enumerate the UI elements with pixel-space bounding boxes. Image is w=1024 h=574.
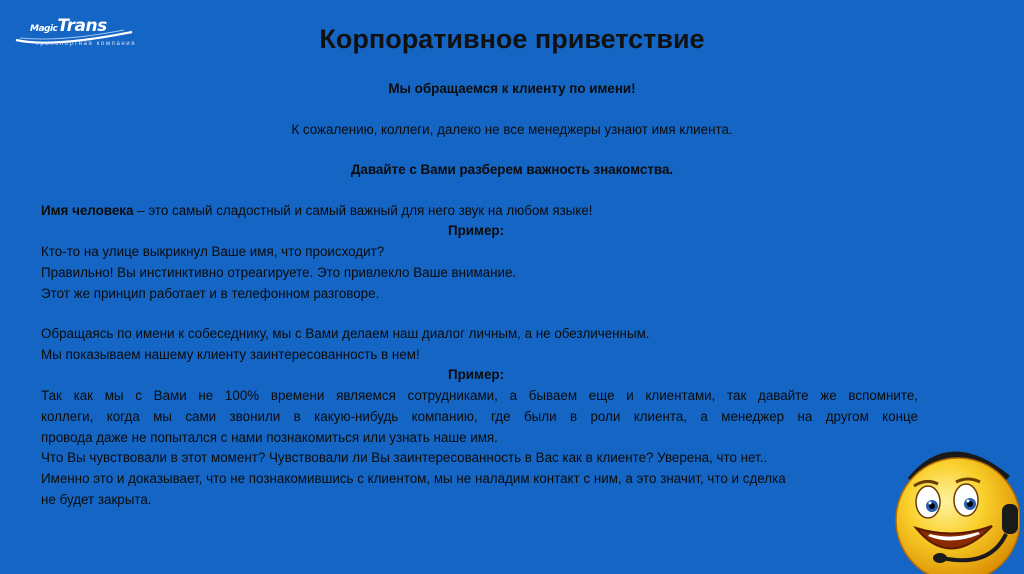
section1-line: Кто-то на улице выкрикнул Ваше имя, что происходит? — [41, 244, 385, 259]
section1-line: Этот же принцип работает и в телефонном разговоре. — [41, 286, 380, 301]
logo-prefix: Magic — [30, 24, 58, 34]
section2-tail-line: Именно это и доказывает, что не познакомившись с клиентом, мы не наладим контакт с ним, а это значит, что и сделка — [41, 471, 786, 486]
page-title: Корпоративное приветствие — [319, 24, 705, 54]
section2-line: Обращаясь по имени к собеседнику, мы с Вами делаем наш диалог личным, а не обезличенным. — [41, 326, 650, 341]
logo-main-text: Trans — [57, 16, 107, 36]
section2-tail-line: Что Вы чувствовали в этот момент? Чувствовали ли Вы заинтересованность в Вас как в клиенте? Уверена, что нет.. — [41, 450, 768, 465]
section2-example-label: Пример: — [448, 367, 505, 382]
section2-justified-line: Так как мы с Вами не 100% времени являемся сотрудниками, а бываем еще и клиентами, так давайте же вспомните, — [41, 388, 918, 403]
smiley-headset-icon — [880, 440, 1020, 574]
section2-line: Мы показываем нашему клиенту заинтересованность в нем! — [41, 347, 420, 362]
section1-lead — [41, 203, 593, 218]
intro-line-3: Давайте с Вами разберем важность знакомства. — [350, 162, 674, 177]
section1-lead-bold: Имя человека — [41, 203, 134, 218]
section1-lead-rest: – это самый сладостный и самый важный для него звук на любом языке! — [133, 203, 593, 218]
logo-tagline: транспортная компания — [36, 41, 137, 47]
intro-line-1: Мы обращаемся к клиенту по имени! — [388, 81, 636, 96]
section2-tail-line: не будет закрыта. — [41, 492, 152, 507]
section1-example-label: Пример: — [448, 223, 505, 238]
section2-justified-line: коллеги, когда мы сами звонили в какую-нибудь компанию, где были в роли клиента, а менеджер на другом конце — [41, 409, 918, 424]
section2-tail-line: провода даже не попытался с нами познакомиться или узнать наше имя. — [41, 430, 498, 445]
intro-line-2: К сожалению, коллеги, далеко не все менеджеры узнают имя клиента. — [291, 122, 733, 137]
section1-line: Правильно! Вы инстинктивно отреагируете. Это привлекло Ваше внимание. — [41, 265, 517, 280]
